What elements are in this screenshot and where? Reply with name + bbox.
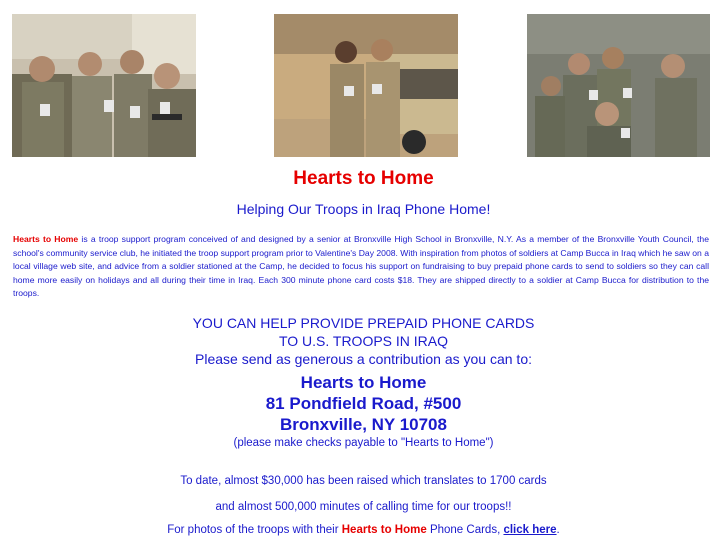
troops-photo-2-image [274,14,458,157]
intro-text: is a troop support program conceived of and designed by a senior at Bronxville High School in Bronxville, N.Y. As a member of the Bronxville Youth Council, the school's community service club, he initiated the troop support program prior to Valentine's Day 2008. With inspiration from photos of soldiers at Camp Bucca in Iraq which he saw on a local village web site, and advice from a soldier stationed at the Camp, he decided to focus his support on fundraising to buy prepaid phone cards to send to soldiers so they can call home more easily on holidays and all during their time in Iraq. Each 300 minute phone card costs $18. They are shipped directly to a soldier at Camp Bucca for distribution to the troops. [13,234,709,298]
troops-photo-1 [12,14,196,157]
appeal-line-3: Please send as generous a contribution as you can to: [195,351,532,367]
intro-brand-name: Hearts to Home [13,234,79,244]
troops-photo-2 [274,14,458,157]
checks-payable-note: (please make checks payable to "Hearts to Home") [233,437,494,449]
appeal-line-1: YOU CAN HELP PROVIDE PREPAID PHONE CARDS [192,315,535,331]
page-title: Hearts to Home [293,168,434,189]
minutes-text: and almost 500,000 minutes of calling time for our troops!! [215,501,512,513]
troops-photo-3-image [527,14,710,157]
troops-photo-1-image [12,14,196,157]
address-street: 81 Pondfield Road, #500 [265,394,462,413]
address-name: Hearts to Home [300,373,427,392]
address-city: Bronxville, NY 10708 [280,415,447,434]
funds-raised-text: To date, almost $30,000 has been raised which translates to 1700 cards [180,475,547,487]
page-subtitle: Helping Our Troops in Iraq Phone Home! [236,201,491,217]
click-here-link[interactable]: click here [503,524,557,536]
photos-link-line [0,523,727,538]
photos-line-suffix: . [556,524,560,536]
mailing-address [0,372,727,435]
intro-paragraph [13,233,709,301]
appeal-block [0,314,727,368]
troops-photo-3 [527,14,710,157]
photos-line-middle: Phone Cards, [426,524,504,536]
photos-line-brand: Hearts to Home [341,524,427,536]
photos-line-prefix: For photos of the troops with their [167,524,342,536]
appeal-line-2: TO U.S. TROOPS IN IRAQ [278,333,449,349]
